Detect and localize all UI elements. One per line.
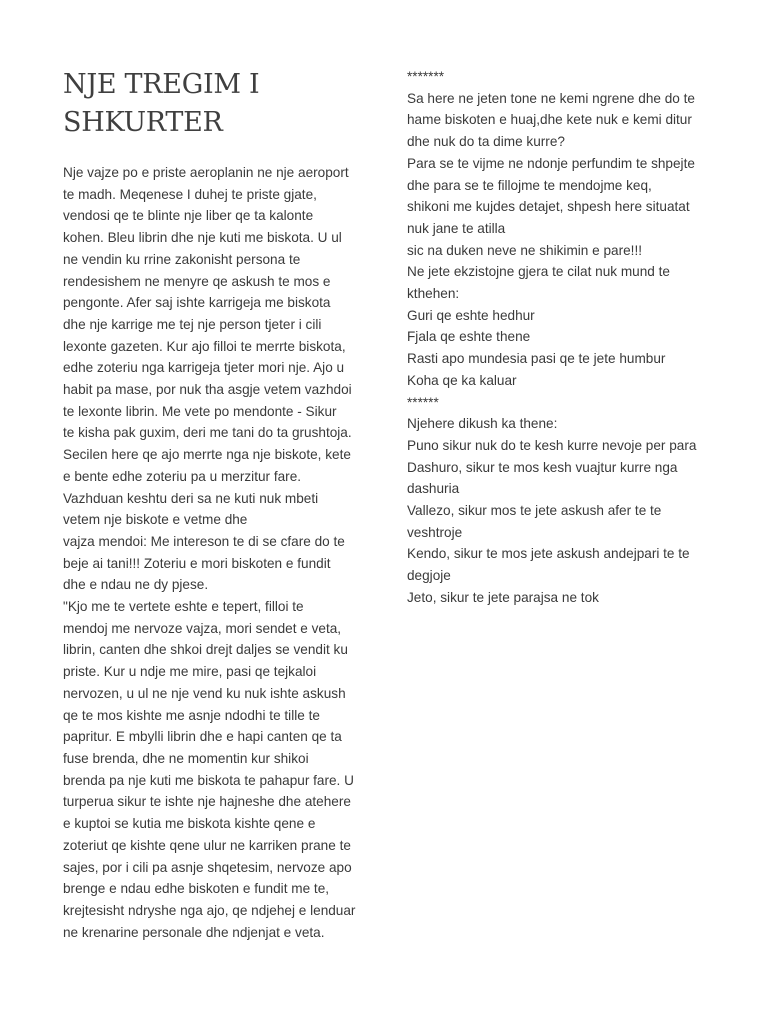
story-line: turperua sikur te ishte nje hajneshe dhe atehere bbox=[63, 794, 351, 810]
story-line: e kuptoi se kutia me biskota kishte qene e bbox=[63, 816, 316, 832]
story-line: beje ai tani!!! Zoteriu e mori biskoten e fundit bbox=[63, 555, 331, 571]
reflection-line: veshtroje bbox=[407, 524, 463, 540]
right-column bbox=[407, 66, 717, 609]
reflection-line: Koha qe ka kaluar bbox=[407, 372, 517, 388]
story-line: papritur. E mbylli librin dhe e hapi canten qe ta bbox=[63, 729, 342, 745]
story-line: qe te mos kishte me asnje ndodhi te tille te bbox=[63, 707, 320, 723]
story-line: librin, canten dhe shkoi drejt daljes se vendit ku bbox=[63, 642, 348, 658]
story-line: habit pa mase, por nuk tha asgje vetem vazhdoi bbox=[63, 382, 352, 398]
reflection-line: Para se te vijme ne ndonje perfundim te shpejte bbox=[407, 155, 695, 171]
story-line: vajza mendoi: Me intereson te di se cfare do te bbox=[63, 533, 345, 549]
story-line: rendesishem ne menyre qe askush te mos e bbox=[63, 273, 331, 289]
reflection-line: hame biskoten e huaj,dhe kete nuk e kemi ditur bbox=[407, 112, 692, 128]
reflection-line: dhe para se te fillojme te mendojme keq, bbox=[407, 177, 652, 193]
reflection-line: Rasti apo mundesia pasi qe te jete humbur bbox=[407, 351, 666, 367]
story-line: lexonte gazeten. Kur ajo filloi te merrte biskota, bbox=[63, 338, 346, 354]
story-line: "Kjo me te vertete eshte e tepert, filloi te bbox=[63, 599, 304, 615]
title-line: NJE TREGIM I bbox=[63, 69, 260, 100]
story-line: te lexonte librin. Me vete po mendonte - Sikur bbox=[63, 403, 337, 419]
reflection-line: ******* bbox=[407, 69, 445, 84]
story-line: ne krenarine personale dhe ndjenjat e veta. bbox=[63, 924, 325, 940]
story-line: te kisha pak guxim, deri me tani do ta grushtoja. bbox=[63, 425, 352, 441]
story-line: te madh. Meqenese I duhej te priste gjate, bbox=[63, 186, 317, 202]
reflection-line: Fjala qe eshte thene bbox=[407, 329, 531, 345]
reflection-line: nuk jane te atilla bbox=[407, 220, 506, 236]
story-line: Secilen here qe ajo merrte nga nje biskote, kete bbox=[63, 447, 351, 463]
reflection-line: Ne jete ekzistojne gjera te cilat nuk mund te bbox=[407, 264, 670, 280]
title-line: SHKURTER bbox=[63, 107, 223, 138]
reflection-line: dashuria bbox=[407, 481, 460, 497]
story-line: pengonte. Afer saj ishte karrigeja me biskota bbox=[63, 295, 331, 311]
reflection-line: Guri qe eshte hedhur bbox=[407, 307, 535, 323]
reflection-line: Puno sikur nuk do te kesh kurre nevoje per para bbox=[407, 437, 697, 453]
reflection-line: sic na duken neve ne shikimin e pare!!! bbox=[407, 242, 643, 258]
story-line: dhe nje karrige me tej nje person tjeter i cili bbox=[63, 316, 322, 332]
story-line: vendosi qe te blinte nje liber qe ta kalonte bbox=[63, 208, 314, 224]
story-line: vetem nje biskote e vetme dhe bbox=[63, 512, 248, 528]
reflection-line: ****** bbox=[407, 394, 439, 410]
reflection-line: Vallezo, sikur mos te jete askush afer te te bbox=[407, 503, 662, 519]
reflection-line: kthehen: bbox=[407, 286, 460, 302]
story-line: Vazhduan keshtu deri sa ne kuti nuk mbeti bbox=[63, 490, 319, 506]
story-line: brenge e ndau edhe biskoten e fundit me te, bbox=[63, 881, 330, 897]
story-line: dhe e ndau ne dy pjese. bbox=[63, 577, 209, 593]
reflection-line: Jeto, sikur te jete parajsa ne tok bbox=[407, 589, 599, 605]
reflection-line: Kendo, sikur te mos jete askush andejpari te te bbox=[407, 546, 690, 562]
story-line: kohen. Bleu librin dhe nje kuti me biskota. U ul bbox=[63, 230, 342, 246]
story-line: krejtesisht ndryshe nga ajo, qe ndjehej e lenduar bbox=[63, 902, 356, 918]
reflection-line: Dashuro, sikur te mos kesh vuajtur kurre nga bbox=[407, 459, 678, 475]
document-title bbox=[63, 66, 368, 142]
story-line: edhe zoteriu nga karrigeja tjeter mori nje. Ajo u bbox=[63, 360, 345, 376]
story-body bbox=[63, 162, 368, 943]
story-line: ne vendin ku rrine zakonisht persona te bbox=[63, 251, 301, 267]
story-line: brenda pa nje kuti me biskota te pahapur fare. U bbox=[63, 772, 354, 788]
left-column bbox=[63, 66, 368, 943]
story-line: fuse brenda, dhe ne momentin kur shikoi bbox=[63, 750, 309, 766]
reflection-line: dhe nuk do ta dime kurre? bbox=[407, 134, 565, 150]
story-line: mendoj me nervoze vajza, mori sendet e veta, bbox=[63, 620, 342, 636]
story-line: nervozen, u ul ne nje vend ku nuk ishte askush bbox=[63, 685, 346, 701]
reflection-body bbox=[407, 66, 717, 609]
story-line: priste. Kur u ndje me mire, pasi qe tejkaloi bbox=[63, 664, 317, 680]
reflection-line: Njehere dikush ka thene: bbox=[407, 416, 558, 432]
reflection-line: Sa here ne jeten tone ne kemi ngrene dhe do te bbox=[407, 90, 695, 106]
reflection-line: degjoje bbox=[407, 568, 451, 584]
story-line: Nje vajze po e priste aeroplanin ne nje aeroport bbox=[63, 165, 349, 180]
story-line: e bente edhe zoteriu pa u merzitur fare. bbox=[63, 468, 302, 484]
story-line: sajes, por i cili pa asnje shqetesim, nervoze apo bbox=[63, 859, 352, 875]
story-line: zoteriut qe kishte qene ulur ne karriken prane te bbox=[63, 837, 351, 853]
reflection-line: shikoni me kujdes detajet, shpesh here situatat bbox=[407, 199, 690, 215]
